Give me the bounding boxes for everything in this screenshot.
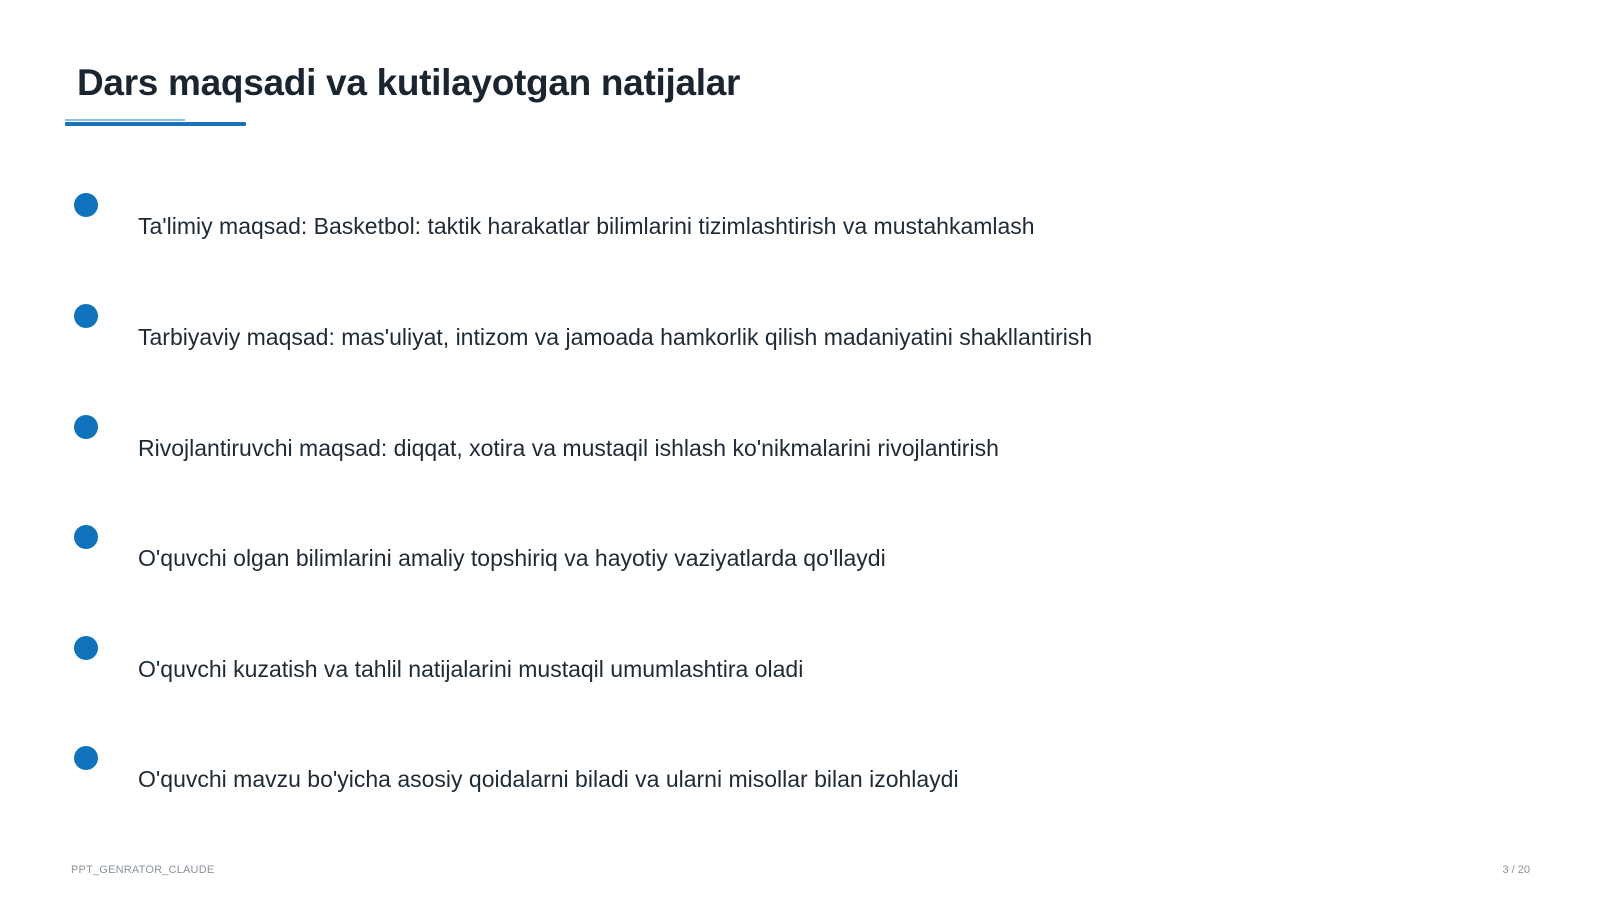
bullet-dot-icon [74, 304, 98, 328]
bullet-dot-icon [74, 415, 98, 439]
page-number: 3 / 20 [1502, 864, 1530, 876]
slide-title: Dars maqsadi va kutilayotgan natijalar [77, 62, 741, 103]
bullet-text: O'quvchi olgan bilimlarini amaliy topshiriq va hayotiy vaziyatlarda qo'llaydi [138, 545, 886, 571]
list-item [0, 415, 1600, 495]
bullet-text: O'quvchi mavzu bo'yicha asosiy qoidalarni biladi va ularni misollar bilan izohlaydi [138, 766, 959, 792]
bullet-text: Rivojlantiruvchi maqsad: diqqat, xotira va mustaqil ishlash ko'nikmalarini rivojlantirish [138, 435, 999, 461]
footer-brand: PPT_GENRATOR_CLAUDE [71, 864, 215, 876]
bullet-dot-icon [74, 746, 98, 770]
bullet-text: Ta'limiy maqsad: Basketbol: taktik harakatlar bilimlarini tizimlashtirish va mustahkamlash [138, 213, 1035, 239]
bullet-text: O'quvchi kuzatish va tahlil natijalarini mustaqil umumlashtira oladi [138, 656, 804, 682]
title-underline [65, 122, 246, 126]
list-item [0, 193, 1600, 273]
list-item [0, 525, 1600, 605]
list-item [0, 636, 1600, 716]
bullet-text: Tarbiyaviy maqsad: mas'uliyat, intizom va jamoada hamkorlik qilish madaniyatini shakllantirish [138, 324, 1093, 350]
list-item [0, 746, 1600, 826]
bullet-dot-icon [74, 636, 98, 660]
bullet-dot-icon [74, 193, 98, 217]
list-item [0, 304, 1600, 384]
bullet-dot-icon [74, 525, 98, 549]
title-underline-accent [65, 119, 185, 121]
